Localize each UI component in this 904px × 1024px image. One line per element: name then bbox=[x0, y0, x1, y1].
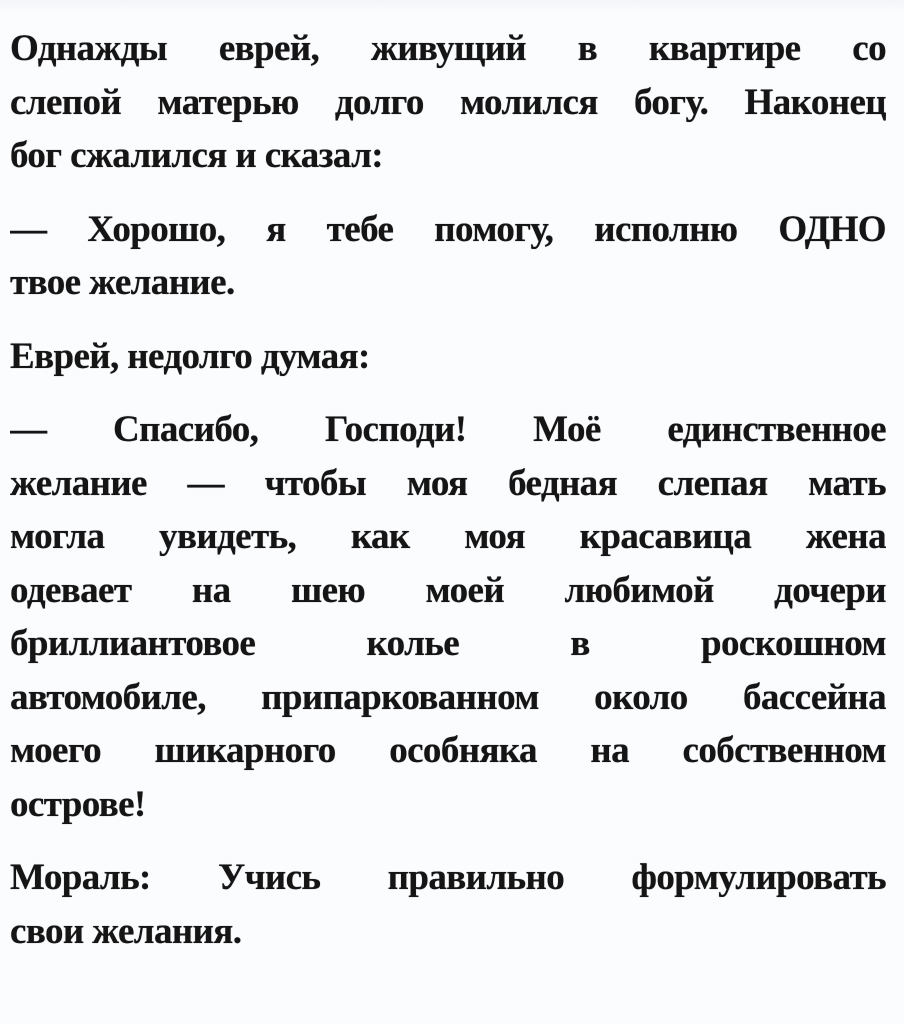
text-line: острове! bbox=[10, 783, 146, 825]
text-line: — Хорошо, я тебе помогу, исполню ОДНО bbox=[10, 208, 886, 250]
paragraph-p2 bbox=[10, 203, 886, 310]
text-line: Мораль: Учись правильно формулировать bbox=[10, 857, 886, 898]
text-line: Еврей, недолго думая: bbox=[10, 335, 370, 377]
joke-text bbox=[10, 22, 886, 958]
text-line: одевает на шею моей любимой дочери bbox=[10, 569, 886, 611]
text-line: могла увидеть, как моя красавица жена bbox=[10, 516, 886, 557]
paragraph-p5 bbox=[10, 851, 886, 958]
paragraph-p3 bbox=[10, 330, 886, 384]
paragraph-gap bbox=[10, 831, 886, 851]
text-line: бриллиантовое колье в роскошном bbox=[10, 623, 886, 664]
text-line: — Спасибо, Господи! Моё единственное bbox=[10, 409, 886, 450]
paragraph-p4 bbox=[10, 403, 886, 831]
text-line: твое желание. bbox=[10, 262, 235, 303]
text-line: автомобиле, припаркованном около бассейна bbox=[10, 676, 886, 718]
text-line: бог сжалился и сказал: bbox=[10, 135, 383, 176]
paragraph-gap bbox=[10, 383, 886, 403]
text-line: Однажды еврей, живущий в квартире со bbox=[10, 28, 886, 69]
text-line: слепой матерью долго молился богу. Наконец bbox=[10, 81, 886, 123]
text-line: свои желания. bbox=[10, 910, 242, 952]
paragraph-gap bbox=[10, 310, 886, 330]
paragraph-p1 bbox=[10, 22, 886, 183]
text-line: моего шикарного особняка на собственном bbox=[10, 730, 886, 771]
paragraph-gap bbox=[10, 183, 886, 203]
text-line: желание — чтобы моя бедная слепая мать bbox=[10, 462, 886, 504]
